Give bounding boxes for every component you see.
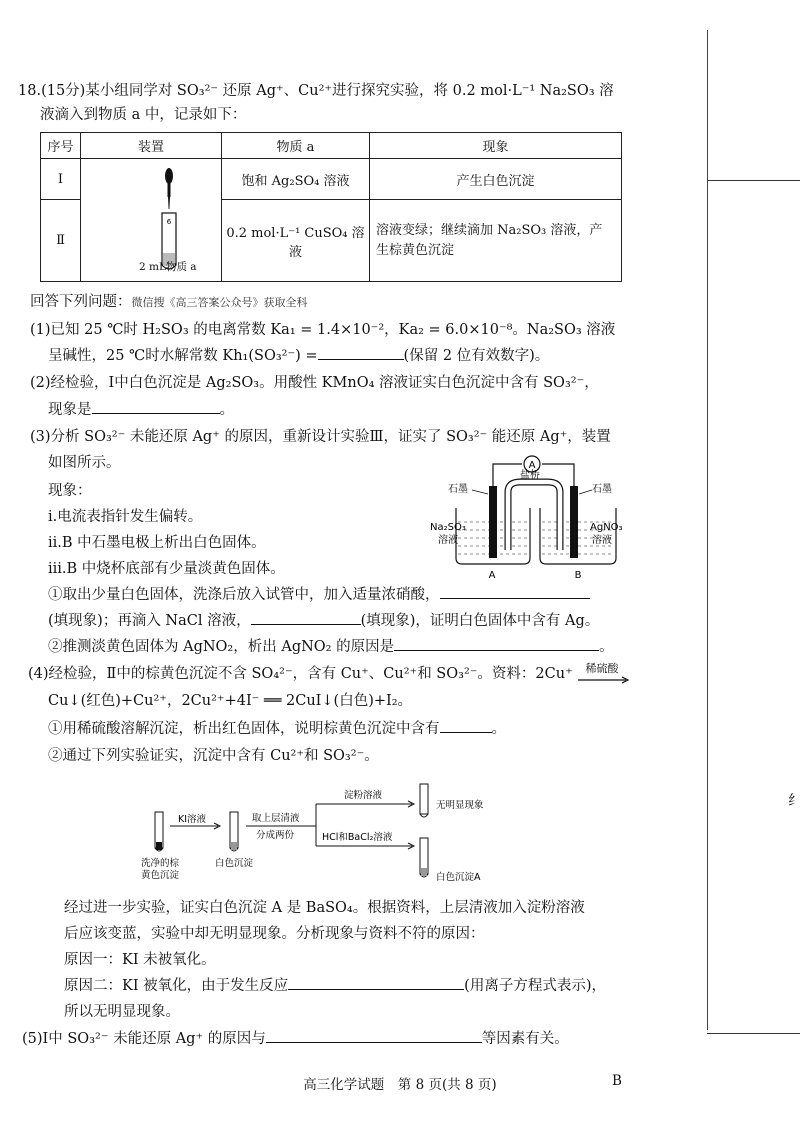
q3-sub2: ②推测淡黄色固体为 AgNO₂，析出 AgNO₂ 的原因是 。: [48, 636, 614, 658]
table-header-row: [41, 133, 622, 159]
question-line-1: [18, 80, 614, 102]
q4-reason-3: 所以无明显现象。: [64, 1004, 180, 1020]
start-label: 黄色沉淀: [140, 870, 180, 881]
q2-line-1: (2)经检验，Ⅰ中白色沉淀是 Ag₂SO₃。用酸性 KMnO₄ 溶液证实白色沉淀中含有 SO₃²⁻，: [30, 375, 599, 391]
q4-reason-1: 原因一：KI 未被氧化。: [64, 952, 216, 968]
step-label: 取上层清液: [252, 813, 300, 824]
q3-sub1-text-b: (填现象)；再滴入 NaCl 溶液，: [48, 613, 251, 629]
left-solution-label: 溶液: [438, 535, 458, 546]
q5-text-a: (5)Ⅰ中 SO₃²⁻ 未能还原 Ag⁺ 的原因与: [22, 1031, 266, 1047]
apparatus-cell: [81, 159, 222, 282]
q4-reason-2-text-a: 原因二：KI 被氧化，由于发生反应: [64, 978, 289, 994]
answer-blank[interactable]: [394, 636, 599, 651]
paper-version: B: [612, 1073, 622, 1089]
phenomenon-cell: [370, 200, 622, 282]
answer-blank[interactable]: [440, 718, 492, 733]
q2-line-2: 现象是 。: [48, 399, 234, 421]
phenomenon-line: 生棕黄色沉淀: [376, 242, 455, 258]
phenomenon-cell: 产生白色沉淀: [370, 159, 622, 200]
table-row: [41, 159, 622, 200]
table-header: 装置: [81, 133, 222, 159]
answer-blank[interactable]: [288, 975, 464, 990]
q3-line-1: (3)分析 SO₃²⁻ 未能还原 Ag⁺ 的原因，重新设计实验Ⅲ，证实了 SO₃²⁻ 能还原 Ag⁺，装置: [30, 429, 611, 445]
beaker-b-label: B: [574, 570, 582, 581]
reagent1-label: KI溶液: [178, 814, 207, 825]
substance-cell: 饱和 Ag₂SO₄ 溶液: [222, 159, 370, 200]
experiment-table: [40, 132, 622, 282]
arrow-label: 稀硫酸: [585, 662, 619, 675]
answer-blank[interactable]: [266, 1028, 482, 1043]
q3-phenomena-heading: 现象：: [48, 483, 92, 499]
flow-diagram: [130, 776, 530, 896]
reaction-arrow-icon: [578, 676, 630, 684]
q1-text-a: 呈碱性，25 ℃时水解常数 Kh₁(SO₃²⁻) =: [48, 348, 318, 364]
q5: [22, 1028, 569, 1050]
q1-line-2: [48, 345, 549, 367]
apparatus-label: 2 mL物质 a: [139, 261, 197, 273]
salt-bridge: [508, 482, 560, 550]
branch2-result: 白色沉淀A: [436, 872, 481, 883]
q4-line-1: [28, 663, 573, 685]
mid-label: 白色沉淀: [214, 858, 254, 869]
answer-prompt: [30, 291, 308, 314]
margin-tick: [707, 180, 800, 181]
q3-line-2: 如图所示。: [48, 455, 121, 471]
q3-sub1-text-c: (填现象)，证明白色固体中含有 Ag。: [360, 613, 600, 629]
question-score: (15分): [41, 83, 86, 99]
q4-after-1: 经过进一步实验，证实白色沉淀 A 是 BaSO₄。根据资料，上层清液加入淀粉溶液: [64, 900, 585, 916]
question-intro-1: 某小组同学对 SO₃²⁻ 还原 Ag⁺、Cu²⁺进行探究实验，将 0.2 mol·L⁻¹ Na₂SO₃ 溶: [85, 83, 614, 99]
right-electrode-label: 石墨: [592, 484, 612, 495]
answer-blank[interactable]: [318, 345, 404, 360]
substance-cell: 0.2 mol·L⁻¹ CuSO₄ 溶液: [222, 200, 370, 282]
q4-after-2: 后应该变蓝，实验中却无明显现象。分析现象与资料不符的原因：: [64, 926, 485, 942]
q4-reason-2: [64, 975, 606, 997]
q3-sub1-line-1: [48, 584, 590, 606]
galvanic-cell-diagram: [428, 446, 628, 582]
q3-phenomenon: ⅱ.B 中石墨电极上析出白色固体。: [48, 535, 266, 551]
graphite-electrode-right: [570, 486, 578, 558]
left-solution-label: Na₂SO₃: [430, 522, 466, 533]
phenomenon-line: 溶液变绿；继续滴加 Na₂SO₃ 溶液，产: [376, 222, 603, 238]
q4-line-2: Cu↓(红色)+Cu²⁺，2Cu²⁺+4I⁻ ══ 2CuI↓(白色)+I₂。: [48, 693, 413, 709]
table-header: 现象: [370, 133, 622, 159]
q1-text-b: (保留 2 位有效数字)。: [403, 348, 550, 364]
watermark: 微信搜《高三答案公众号》获取全科: [131, 296, 308, 309]
q3-sub1-line-2: [48, 610, 599, 632]
answer-prompt-text: 回答下列问题：: [30, 294, 132, 310]
q4-sub1-text: ①用稀硫酸溶解沉淀，析出红色固体，说明棕黄色沉淀中含有: [48, 721, 440, 737]
branch1-result: 无明显现象: [436, 800, 484, 811]
answer-blank[interactable]: [440, 584, 590, 599]
right-solution-label: AgNO₃: [590, 522, 623, 533]
q2-text: 现象是: [48, 402, 92, 418]
left-electrode-label: 石墨: [448, 484, 468, 495]
row-number: Ⅰ: [41, 159, 81, 200]
branch1-reagent: 淀粉溶液: [344, 790, 383, 801]
q1-line-1: (1)已知 25 ℃时 H₂SO₃ 的电离常数 Ka₁ = 1.4×10⁻²，Ka₂ = 6.0×10⁻⁸。Na₂SO₃ 溶液: [30, 322, 616, 338]
question-number: 18.: [18, 83, 42, 99]
dropper-mark: 6: [166, 218, 172, 226]
q3-sub2-text: ②推测淡黄色固体为 AgNO₂，析出 AgNO₂ 的原因是: [48, 639, 395, 655]
q3-sub1-text-a: ①取出少量白色固体，洗涤后放入试管中，加入适量浓硝酸，: [48, 587, 440, 603]
row-number: Ⅱ: [41, 200, 81, 282]
q4-sub1: ①用稀硫酸溶解沉淀，析出红色固体，说明棕黄色沉淀中含有 。: [48, 718, 506, 740]
answer-blank[interactable]: [92, 399, 220, 414]
q3-phenomenon: ⅰ.电流表指针发生偏转。: [48, 509, 203, 525]
table-header: 物质 a: [222, 133, 370, 159]
margin-tick: [707, 1033, 800, 1034]
page-footer: 高三化学试题 第 8 页(共 8 页): [303, 1077, 497, 1093]
q5-text-b: 等因素有关。: [481, 1031, 569, 1047]
ammeter-label: A: [528, 460, 536, 471]
question-intro-2: 液滴入到物质 a 中，记录如下：: [40, 107, 247, 123]
start-label: 洗净的棕: [140, 858, 180, 869]
q4-sub2: ②通过下列实验证实，沉淀中含有 Cu²⁺和 SO₃²⁻。: [48, 748, 379, 764]
table-header: 序号: [41, 133, 81, 159]
beaker-a-label: A: [488, 570, 496, 581]
graphite-electrode-left: [489, 486, 497, 558]
step-label: 分成两份: [256, 830, 295, 841]
margin-char: 纟: [788, 793, 802, 809]
q3-phenomenon: ⅲ.B 中烧杯底部有少量淡黄色固体。: [48, 561, 285, 577]
branch2-reagent: HCl和BaCl₂溶液: [322, 832, 393, 843]
right-solution-label: 溶液: [592, 535, 612, 546]
salt-bridge-label: 盐桥: [520, 470, 540, 481]
q4-reason-2-text-b: (用离子方程式表示)，: [464, 978, 606, 994]
q4-text-1: (4)经检验，Ⅱ中的棕黄色沉淀不含 SO₄²⁻，含有 Cu⁺、Cu²⁺和 SO₃²⁻。资料：2Cu⁺: [28, 666, 573, 682]
answer-blank[interactable]: [251, 610, 361, 625]
